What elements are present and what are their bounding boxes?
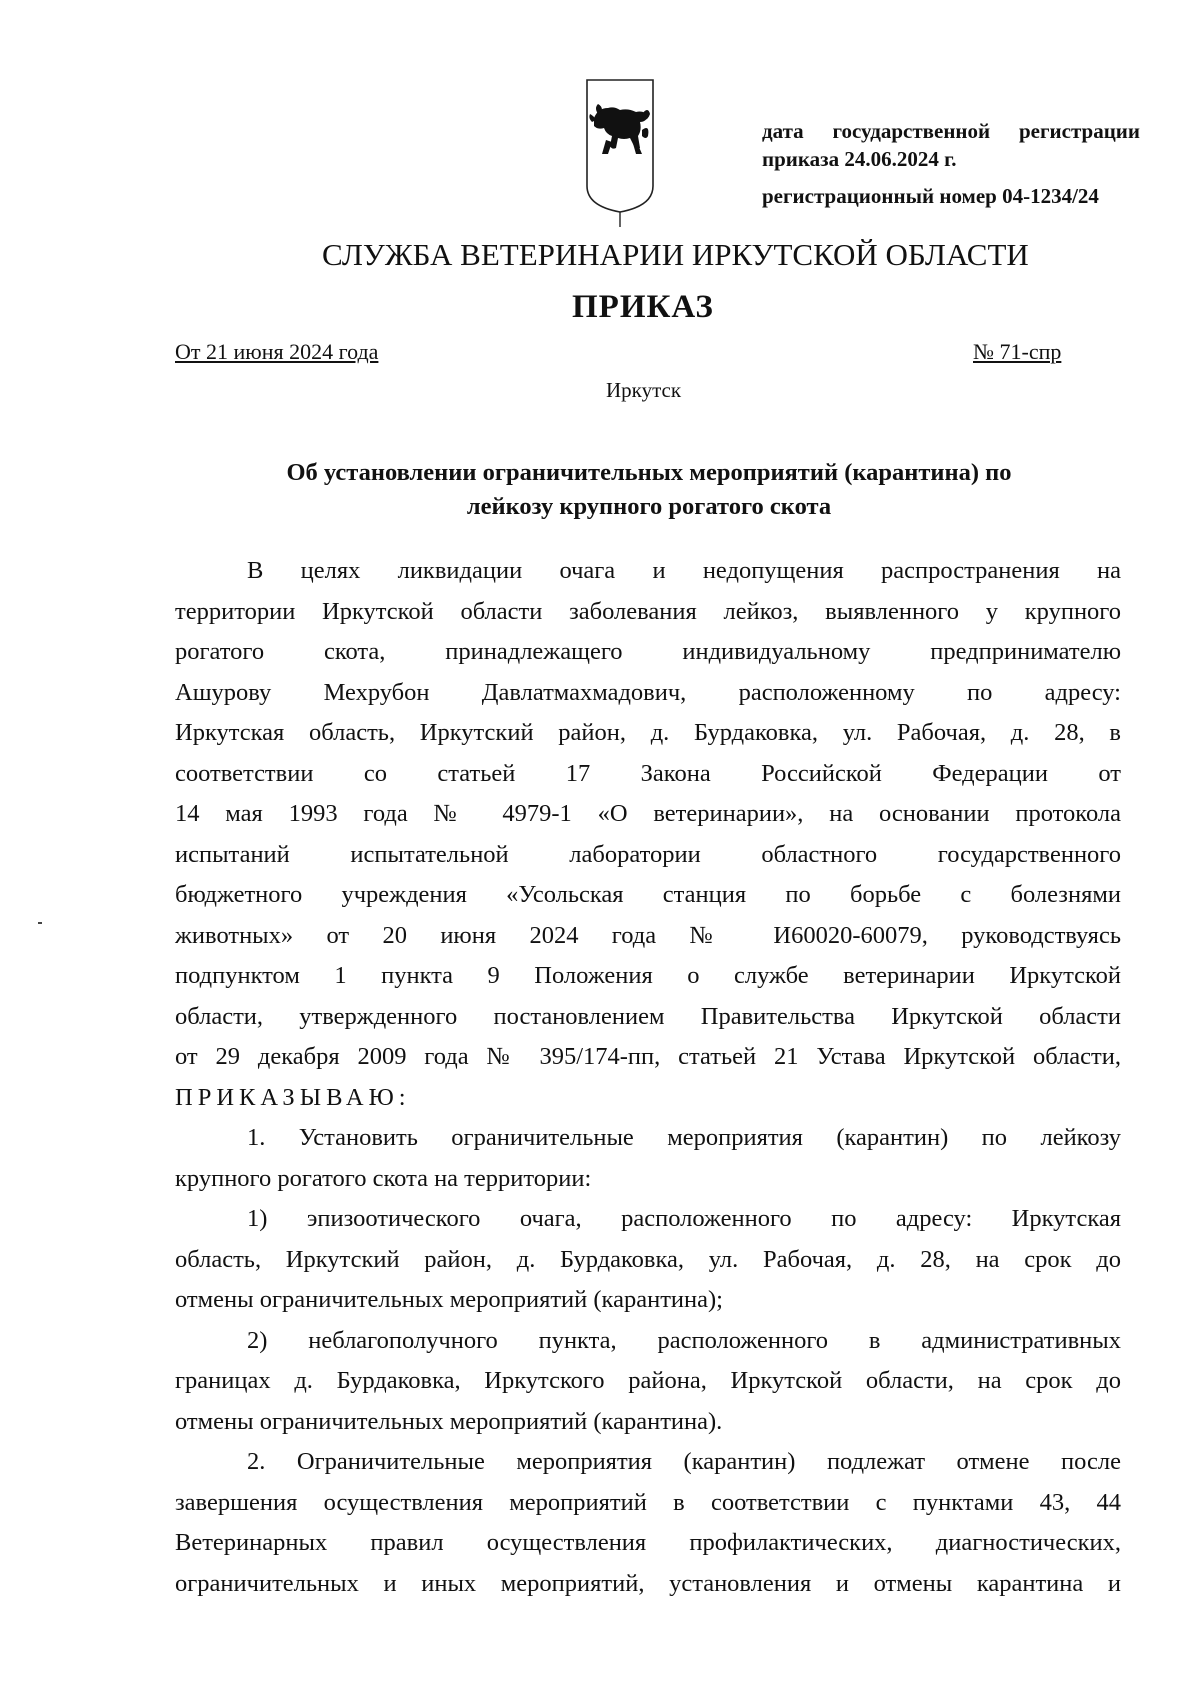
city: Иркутск — [606, 378, 682, 402]
body-line: подпунктом 1 пункта 9 Положения о службе ветеринарии Иркутской — [175, 962, 1121, 989]
agency-name: СЛУЖБА ВЕТЕРИНАРИИ ИРКУТСКОЙ ОБЛАСТИ — [322, 237, 1029, 272]
body-line: 2. Ограничительные мероприятия (карантин) подлежат отмене после — [247, 1448, 1121, 1475]
body-line-order-word: ПРИКАЗЫВАЮ: — [175, 1083, 411, 1111]
registration-word-3: регистрации — [1018, 119, 1140, 143]
body-line: Иркутская область, Иркутский район, д. Бурдаковка, ул. Рабочая, д. 28, в — [175, 719, 1121, 746]
body-line: 1. Установить ограничительные мероприятия (карантин) по лейкозу — [247, 1124, 1121, 1151]
body-line: область, Иркутский район, д. Бурдаковка, ул. Рабочая, д. 28, на срок до — [175, 1245, 1121, 1273]
body-line: отмены ограничительных мероприятий (карантина); — [175, 1286, 723, 1313]
body-line: 14 мая 1993 года № 4979-1 «О ветеринарии», на основании протокола — [175, 800, 1121, 827]
body-line: 1) эпизоотического очага, расположенного по адресу: Иркутская — [247, 1205, 1121, 1232]
body-line: Ветеринарных правил осуществления профилактических, диагностических, — [175, 1529, 1121, 1556]
body-line: ограничительных и иных мероприятий, установления и отмены карантина и — [175, 1569, 1121, 1597]
body-line: от 29 декабря 2009 года № 395/174-пп, статьей 21 Устава Иркутской области, — [175, 1043, 1121, 1070]
registration-date: приказа 24.06.2024 г. — [762, 147, 957, 171]
registration-block — [762, 117, 1140, 210]
order-number: № 71-спр — [973, 339, 1062, 364]
order-title-line-2: лейкозу крупного рогатого скота — [466, 493, 832, 520]
body-line: отмены ограничительных мероприятий (карантина). — [175, 1407, 723, 1435]
body-line: животных» от 20 июня 2024 года № И60020-60079, руководствуясь — [175, 921, 1121, 949]
body-line: рогатого скота, принадлежащего индивидуальному предпринимателю — [175, 638, 1121, 665]
coat-of-arms-icon — [584, 78, 656, 228]
body-line: крупного рогатого скота на территории: — [175, 1164, 592, 1192]
registration-word-1: дата — [762, 119, 804, 143]
body-line: 2) неблагополучного пункта, расположенного в административных — [247, 1326, 1121, 1354]
registration-line-1 — [762, 117, 1140, 145]
body-line: испытаний испытательной лаборатории областного государственного — [175, 840, 1121, 868]
body-line: границах д. Бурдаковка, Иркутского района, Иркутской области, на срок до — [175, 1367, 1121, 1394]
order-body — [175, 551, 1121, 1604]
body-line: области, утвержденного постановлением Правительства Иркутской области — [175, 1002, 1121, 1030]
order-title — [175, 456, 1123, 524]
body-line: территории Иркутской области заболевания лейкоз, выявленного у крупного — [175, 597, 1121, 625]
body-line: бюджетного учреждения «Усольская станция по борьбе с болезнями — [175, 881, 1121, 908]
body-line: В целях ликвидации очага и недопущения распространения на — [247, 557, 1121, 584]
coat-of-arms-emblem — [584, 78, 656, 228]
scan-speck — [38, 922, 42, 924]
document-type: ПРИКАЗ — [572, 289, 714, 325]
registration-number: регистрационный номер 04-1234/24 — [762, 184, 1099, 208]
order-date: От 21 июня 2024 года — [175, 339, 379, 364]
body-line: Ашурову Мехрубон Давлатмахмадович, расположенному по адресу: — [175, 678, 1121, 706]
body-line: соответствии со статьей 17 Закона Российской Федерации от — [175, 759, 1121, 787]
registration-word-2: государственной — [832, 119, 991, 143]
order-title-line-1: Об установлении ограничительных мероприятий (карантина) по — [286, 459, 1012, 486]
body-line: завершения осуществления мероприятий в соответствии с пунктами 43, 44 — [175, 1488, 1121, 1516]
